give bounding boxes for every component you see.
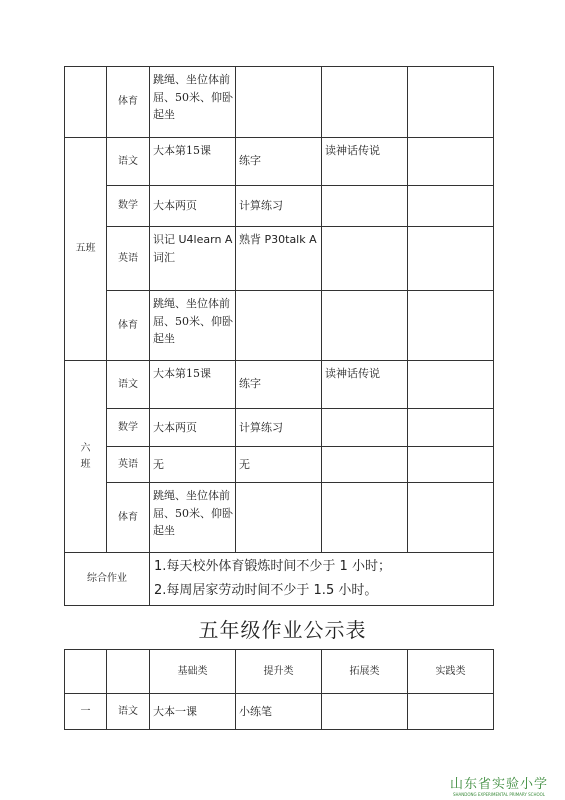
- header-basic: 基础类: [150, 650, 236, 694]
- comprehensive-label: 综合作业: [65, 553, 150, 606]
- extend-cell: [322, 186, 408, 227]
- homework-table-lower: [64, 649, 494, 730]
- subject-cell: 英语: [107, 227, 150, 291]
- improve-cell: [236, 67, 322, 138]
- improve-cell: 计算练习: [236, 409, 322, 447]
- basic-cell: 无: [150, 447, 236, 483]
- basic-cell: 大本两页: [150, 186, 236, 227]
- practice-cell: [408, 361, 494, 409]
- subject-cell: 体育: [107, 291, 150, 361]
- extend-cell: [322, 483, 408, 553]
- comprehensive-line-2: 2.每周居家劳动时间不少于 1.5 小时。: [154, 583, 378, 599]
- improve-cell: 计算练习: [236, 186, 322, 227]
- extend-cell: 读神话传说: [322, 138, 408, 186]
- extend-cell: [322, 227, 408, 291]
- header-improve: 提升类: [236, 650, 322, 694]
- extend-cell: 读神话传说: [322, 361, 408, 409]
- practice-cell: [408, 447, 494, 483]
- practice-cell: [408, 694, 494, 730]
- improve-cell: 练字: [236, 138, 322, 186]
- page-title: 五年级作业公示表: [198, 618, 367, 642]
- subject-cell: 英语: [107, 447, 150, 483]
- extend-cell: [322, 694, 408, 730]
- basic-cell: 跳绳、坐位体前屈、50米、仰卧起坐: [150, 483, 236, 553]
- extend-cell: [322, 447, 408, 483]
- header-blank: [65, 650, 107, 694]
- practice-cell: [408, 483, 494, 553]
- extend-cell: [322, 291, 408, 361]
- improve-cell: 无: [236, 447, 322, 483]
- class-label-5: 五班: [65, 138, 107, 361]
- basic-cell: 大本第15课: [150, 361, 236, 409]
- basic-cell: 大本两页: [150, 409, 236, 447]
- basic-cell: 识记 U4learn A 词汇: [150, 227, 236, 291]
- extend-cell: [322, 67, 408, 138]
- basic-cell: 跳绳、坐位体前屈、50米、仰卧起坐: [150, 67, 236, 138]
- header-extend: 拓展类: [322, 650, 408, 694]
- homework-table-upper: [64, 66, 494, 606]
- improve-cell: 练字: [236, 361, 322, 409]
- practice-cell: [408, 67, 494, 138]
- subject-cell: 体育: [107, 67, 150, 138]
- header-practice: 实践类: [408, 650, 494, 694]
- improve-cell: 熟背 P30talk A: [236, 227, 322, 291]
- subject-cell: 语文: [107, 361, 150, 409]
- practice-cell: [408, 186, 494, 227]
- improve-cell: [236, 483, 322, 553]
- practice-cell: [408, 291, 494, 361]
- practice-cell: [408, 227, 494, 291]
- subject-cell: 体育: [107, 483, 150, 553]
- subject-cell: 数学: [107, 186, 150, 227]
- comprehensive-line-1: 1.每天校外体育锻炼时间不少于 1 小时；: [154, 559, 391, 574]
- improve-cell: 小练笔: [236, 694, 322, 730]
- subject-cell: 数学: [107, 409, 150, 447]
- subject-cell: 语文: [107, 138, 150, 186]
- school-logo: [440, 773, 558, 797]
- subject-cell: 语文: [107, 694, 150, 730]
- extend-cell: [322, 409, 408, 447]
- basic-cell: 大本第15课: [150, 138, 236, 186]
- comprehensive-content: [150, 553, 494, 606]
- practice-cell: [408, 409, 494, 447]
- basic-cell: 跳绳、坐位体前屈、50米、仰卧起坐: [150, 291, 236, 361]
- class-label-1: 一: [65, 694, 107, 730]
- class-cell-continued: [65, 67, 107, 138]
- improve-cell: [236, 291, 322, 361]
- practice-cell: [408, 138, 494, 186]
- school-logo-name: 山东省实验小学: [449, 777, 548, 792]
- basic-cell: 大本一课: [150, 694, 236, 730]
- header-blank: [107, 650, 150, 694]
- school-logo-english: SHANDONG EXPERIMENTAL PRIMARY SCHOOL: [452, 792, 546, 797]
- class-label-6: 六班: [65, 361, 107, 553]
